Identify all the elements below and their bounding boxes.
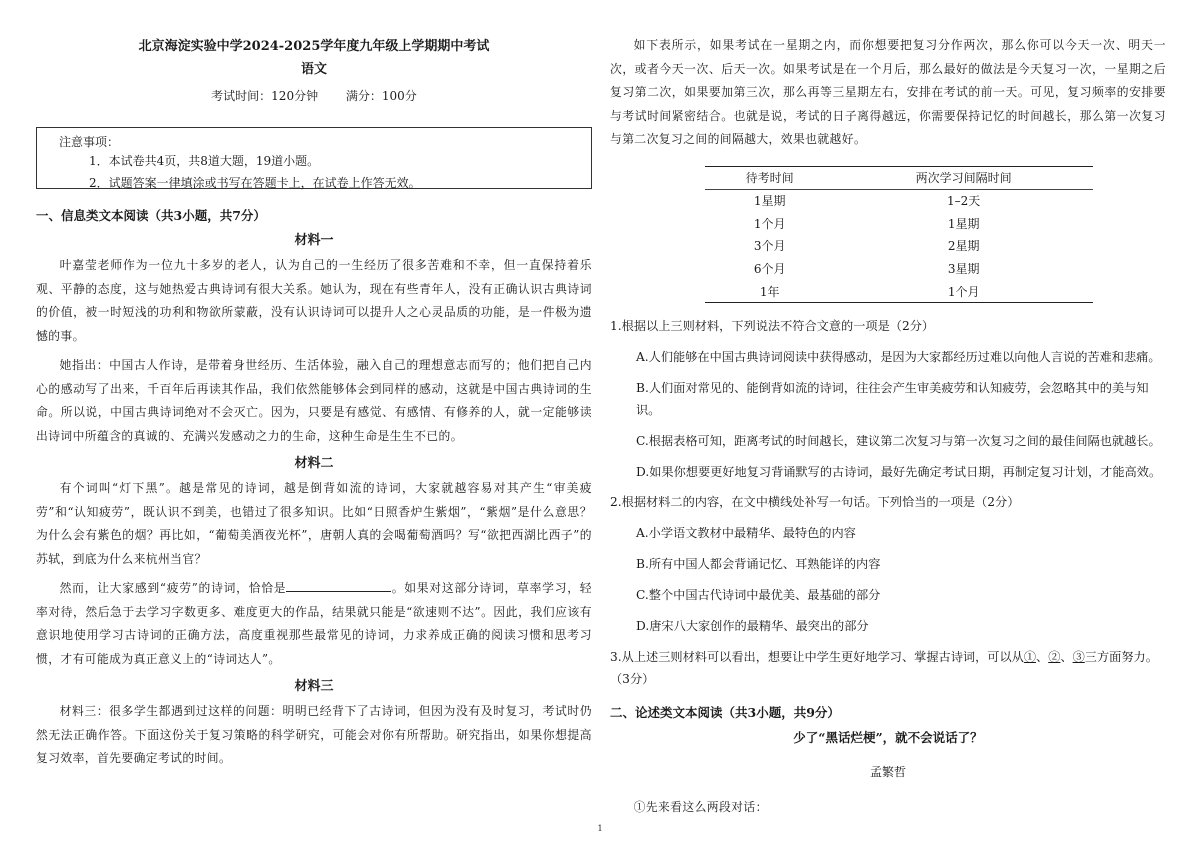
table-cell: 3个月 <box>753 239 786 254</box>
question-3-blank-3: ③ <box>1072 650 1085 665</box>
question-1-option-a: A.人们能够在中国古典诗词阅读中获得感动，是因为大家都经历过难以向他人言说的苦难和悲痛。 <box>636 350 1161 365</box>
review-interval-table <box>705 166 1093 304</box>
question-1-option-d: D.如果你想要更好地复习背诵默写的古诗词，最好先确定考试日期，再制定复习计划，才能高效。 <box>636 465 1162 480</box>
question-3-blank-2: ② <box>1048 650 1061 665</box>
table-row <box>705 235 1093 258</box>
table-header-cell: 两次学习间隔时间 <box>834 166 1093 189</box>
question-3-blank-1: ① <box>1023 650 1037 665</box>
material-3-para-1: 材料三：很多学生都遇到过这样的问题：明明已经背下了古诗词，但因为没有及时复习，考试时仍然无法正确作答。下面这份关于复习策略的科学研究，可能会对你有所帮助。研究指出，如果你想提高复习效率，首先要确定考试的时间。 <box>36 704 592 765</box>
question-3-stem-end: 三方面努力。（3分） <box>610 650 1158 687</box>
table-cell: 6个月 <box>753 262 786 277</box>
material-1-heading: 材料一 <box>294 233 334 248</box>
article-para-1: ①先来看这么两段对话： <box>633 800 768 815</box>
material-3-para-2: 如下表所示，如果考试在一星期之内，而你想要把复习分作两次，那么你可以今天一次、明天一次，或者今天一次、后天一次。如果考试是在一个月后，那么最好的做法是今天复习一次，一星期之后复习第二次，如果要加第三次，那么再等三星期左右，安排在考试的前一天。可见，复习频率的安排要与考试时间紧密结合。也就是说，考试的日子离得越远，你需要保持记忆的时间越长，那么第一次复习与第二次复习之间的间隔越大，效果也就越好。 <box>610 38 1166 146</box>
question-2-option-d: D.唐宋八大家创作的最精华、最突出的部分 <box>636 619 869 634</box>
table-row <box>705 189 1093 212</box>
left-column <box>36 30 592 771</box>
question-1-stem: 1.根据以上三则材料，下列说法不符合文意的一项是（2分） <box>610 319 935 334</box>
fill-blank-line <box>286 577 391 592</box>
table-cell: 3星期 <box>947 262 980 277</box>
article-title: 少了“黑话烂梗”，就不会说话了？ <box>793 730 983 746</box>
question-2-option-a: A.小学语文教材中最精华、最特色的内容 <box>636 526 856 541</box>
notice-item: 2．试题答案一律填涂或书写在答题卡上，在试卷上作答无效。 <box>89 176 421 190</box>
material-2-para-2 <box>36 577 592 671</box>
question-3-separator: 、 <box>1036 650 1049 665</box>
table-cell: 1年 <box>705 280 834 303</box>
question-3-stem-start: 3.从上述三则材料可以看出，想要让中学生更好地学习、掌握古诗词，可以从 <box>610 650 1024 665</box>
notice-title: 注意事项： <box>59 135 120 149</box>
material-2-heading: 材料二 <box>294 456 334 471</box>
notice-box <box>36 127 592 189</box>
table-header-row <box>705 166 1093 189</box>
question-3-separator: 、 <box>1060 650 1073 665</box>
material-1-para-2: 她指出：中国古人作诗，是带着身世经历、生活体验，融入自己的理想意志而写的；他们把自己内心的感动写了出来，千百年后再读其作品，我们依然能够体会到同样的感动，这就是中国古典诗词的生命。所以说，中国古典诗词绝对不会灭亡。因为，只要是有感觉、有感情、有修养的人，就一定能够读出诗词中所蕴含的真诚的、充满兴发感动之力的生命，这种生命是生生不已的。 <box>36 358 592 443</box>
table-row <box>705 257 1093 280</box>
exam-time-line <box>36 87 592 105</box>
material-2-para-2-end: 。如果对这部分诗词，草率学习，轻率对待，然后急于去学习字数更多、难度更大的作品，结果就只能是“欲速则不达”。因此，我们应该有意识地使用学习古诗词的正确方法，高度重视那些最常见的诗词，力求养成正确的阅读习惯和思考习惯，才有可能成为真正意义上的“诗词达人”。 <box>36 581 592 666</box>
table-header-cell: 待考时间 <box>705 166 834 189</box>
table-cell: 1星期 <box>947 216 980 231</box>
page-number: 1 <box>597 824 603 833</box>
article-author: 孟繁哲 <box>869 765 906 780</box>
table-cell: 1星期 <box>753 194 786 209</box>
material-2-para-1: 有个词叫“灯下黑”。越是常见的诗词，越是倒背如流的诗词，大家就越容易对其产生“审美疲劳”和“认知疲劳”，既认识不到美，也错过了很多知识。比如“日照香炉生紫烟”，“紫烟”是什么意思？为什么会有紫色的烟？再比如，“葡萄美酒夜光杯”，唐朝人真的会喝葡萄酒吗？写“欲把西湖比西子”的苏轼，到底为什么来杭州当官？ <box>36 481 592 566</box>
section-heading-1: 一、信息类文本阅读（共3小题，共7分） <box>36 208 266 223</box>
table-cell: 2星期 <box>947 239 980 254</box>
table-cell: 1个月 <box>753 216 786 231</box>
question-1-option-c: C.根据表格可知，距离考试的时间越长，建议第二次复习与第一次复习之间的最佳间隔也就越长。 <box>636 434 1161 449</box>
table-cell: 1–2天 <box>947 194 981 209</box>
material-1-para-1: 叶嘉莹老师作为一位九十多岁的老人，认为自己的一生经历了很多苦难和不幸，但一直保持着乐观、平静的态度，这与她热爱古典诗词有很大关系。她认为，现在有些青年人，没有正确认识古典诗词的价值，被一时短浅的功利和物欲所蒙蔽，没有认识诗词可以提升人之心灵品质的功能，是一件极为遗憾的事。 <box>36 258 592 343</box>
question-2-option-b: B.所有中国人都会背诵记忆、耳熟能详的内容 <box>636 557 881 572</box>
exam-title: 北京海淀实验中学2024-2025学年度九年级上学期期中考试 <box>138 39 490 54</box>
exam-subject: 语文 <box>300 62 327 77</box>
right-column <box>610 34 1166 820</box>
table-cell: 1个月 <box>834 280 1093 303</box>
material-2-para-2-start: 然而，让大家感到“疲劳”的诗词，恰恰是 <box>59 581 287 595</box>
exam-time: 考试时间：120分钟 <box>211 89 319 103</box>
material-3-heading: 材料三 <box>294 679 334 694</box>
question-3-stem <box>610 646 1166 690</box>
question-2-stem: 2.根据材料二的内容，在文中横线处补写一句话。下列恰当的一项是（2分） <box>610 495 1020 510</box>
section-heading-2: 二、论述类文本阅读（共3小题，共9分） <box>610 705 840 721</box>
table-row <box>705 212 1093 235</box>
question-1-option-b: B.人们面对常见的、能倒背如流的诗词，往往会产生审美疲劳和认知疲劳，会忽略其中的美与知识。 <box>636 381 1149 418</box>
question-2-option-c: C.整个中国古代诗词中最优美、最基础的部分 <box>636 588 881 603</box>
full-score: 满分：100分 <box>345 89 417 103</box>
notice-item: 1．本试卷共4页，共8道大题，19道小题。 <box>89 154 320 168</box>
table-row <box>705 280 1093 303</box>
